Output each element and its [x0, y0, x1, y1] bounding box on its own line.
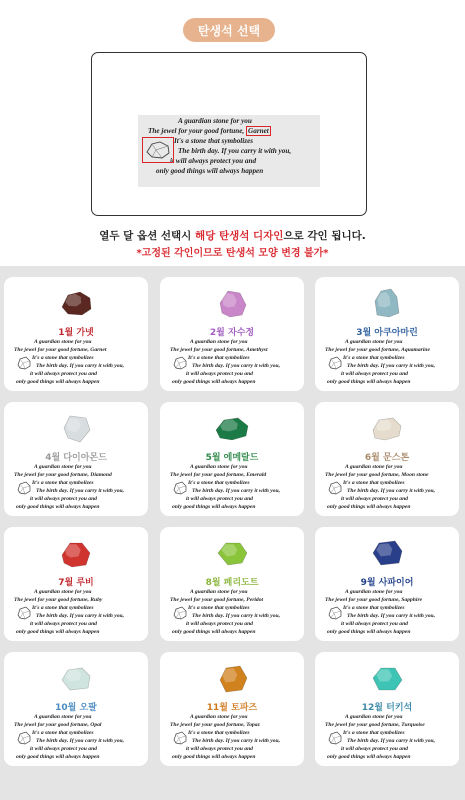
- text-line-4: The birth day. If you carry it with you,: [192, 488, 281, 494]
- stone-outline-icon: [172, 355, 188, 371]
- text-line-3: It's a stone that symbolizes: [188, 355, 250, 361]
- month-label: 1월 가넷: [58, 328, 94, 338]
- stone-outline-icon: [16, 355, 32, 371]
- text-line-5: it will always protect you and: [30, 371, 97, 377]
- preview-card: [138, 115, 320, 187]
- notice-part-3: 으로 각인 됩니다.: [283, 230, 366, 242]
- engraving-preview: [91, 52, 367, 216]
- text-line-4: The birth day. If you carry it with you,: [347, 363, 436, 369]
- month-label: 11월 토파즈: [206, 703, 258, 713]
- month-label: 9월 사파이어: [360, 578, 414, 588]
- text-line-3: It's a stone that symbolizes: [32, 605, 94, 611]
- stone-name: Garnet: [90, 347, 107, 353]
- text-line-2-prefix: The jewel for your good fortune,: [14, 472, 91, 478]
- text-line-6: only good things will always happen: [327, 754, 411, 760]
- text-line-6: only good things will always happen: [16, 504, 100, 510]
- stone-outline-icon: [16, 480, 32, 496]
- month-card[interactable]: [4, 277, 148, 391]
- text-line-2: [14, 472, 112, 479]
- text-line-2-prefix: The jewel for your good fortune,: [170, 347, 247, 353]
- stone-name: Diamond: [90, 472, 112, 478]
- stone-outline-icon: [327, 480, 343, 496]
- preview-line-6: only good things will always happen: [156, 167, 264, 175]
- stone-name: Peridot: [246, 597, 264, 603]
- month-label: 8월 페리도트: [205, 578, 259, 588]
- gemstone-icon: [56, 287, 96, 319]
- month-label: 10월 오팔: [55, 703, 97, 713]
- stone-name: Ruby: [90, 597, 103, 603]
- text-line-4: The birth day. If you carry it with you,: [347, 738, 436, 744]
- month-card[interactable]: [160, 402, 304, 516]
- text-line-3: It's a stone that symbolizes: [32, 480, 94, 486]
- text-line-2-prefix: The jewel for your good fortune,: [170, 597, 247, 603]
- gemstone-icon: [367, 537, 407, 569]
- text-line-3: It's a stone that symbolizes: [343, 355, 405, 361]
- text-line-1: A guardian stone for you: [345, 339, 403, 345]
- text-line-2: [170, 472, 266, 479]
- text-line-2-prefix: The jewel for your good fortune,: [14, 347, 91, 353]
- month-label: 7월 루비: [58, 578, 94, 588]
- stone-outline-icon: [327, 730, 343, 746]
- text-line-2: [325, 597, 422, 604]
- engraving-text: [4, 339, 148, 391]
- birthstone-grid: [0, 266, 465, 800]
- stone-name: Moon stone: [401, 472, 429, 478]
- text-line-3: It's a stone that symbolizes: [343, 480, 405, 486]
- gemstone-icon: [367, 662, 407, 694]
- engraving-text: [160, 464, 304, 516]
- text-line-2: [14, 597, 102, 604]
- text-line-2: [170, 347, 268, 354]
- stone-outline-icon: [16, 605, 32, 621]
- stone-name: Amethyst: [246, 347, 268, 353]
- text-line-1: A guardian stone for you: [190, 714, 248, 720]
- engraving-text: [4, 589, 148, 641]
- gemstone-icon: [56, 412, 96, 444]
- text-line-2-prefix: The jewel for your good fortune,: [325, 472, 402, 478]
- text-line-2: [14, 722, 101, 729]
- garnet-highlight: Garnet: [248, 127, 269, 135]
- preview-line-5: it will always protect you and: [170, 157, 257, 165]
- text-line-1: A guardian stone for you: [345, 464, 403, 470]
- stone-name: Sapphire: [401, 597, 423, 603]
- text-line-1: A guardian stone for you: [34, 464, 92, 470]
- text-line-3: It's a stone that symbolizes: [188, 730, 250, 736]
- text-line-2: [14, 347, 106, 354]
- text-line-5: it will always protect you and: [341, 496, 408, 502]
- engraving-text: [315, 339, 459, 391]
- month-card[interactable]: [315, 527, 459, 641]
- text-line-4: The birth day. If you carry it with you,: [347, 613, 436, 619]
- text-line-1: A guardian stone for you: [190, 589, 248, 595]
- text-line-2: [170, 722, 260, 729]
- text-line-2-prefix: The jewel for your good fortune,: [170, 722, 247, 728]
- stone-outline-icon: [16, 730, 32, 746]
- text-line-5: it will always protect you and: [341, 746, 408, 752]
- text-line-4: The birth day. If you carry it with you,: [36, 738, 125, 744]
- preview-line-4: The birth day. If you carry it with you,: [178, 147, 292, 155]
- text-line-3: It's a stone that symbolizes: [188, 605, 250, 611]
- month-label: 12월 터키석: [361, 703, 413, 713]
- section-title: 탄생석 선택: [183, 18, 275, 42]
- engraving-text: [4, 464, 148, 516]
- engraving-text: [160, 714, 304, 766]
- month-card[interactable]: [4, 527, 148, 641]
- preview-line-2: [148, 127, 271, 136]
- text-line-3: It's a stone that symbolizes: [32, 355, 94, 361]
- stone-name: Emerald: [246, 472, 267, 478]
- preview-line-1: A guardian stone for you: [178, 117, 252, 125]
- text-line-5: it will always protect you and: [30, 496, 97, 502]
- text-line-2-prefix: The jewel for your good fortune,: [325, 347, 402, 353]
- month-label: 3월 아쿠아마린: [356, 328, 418, 338]
- text-line-2-prefix: The jewel for your good fortune,: [325, 722, 402, 728]
- stone-outline-icon: [172, 730, 188, 746]
- text-line-1: A guardian stone for you: [34, 714, 92, 720]
- text-line-2: [325, 472, 429, 479]
- month-label: 4월 다이아몬드: [45, 453, 107, 463]
- text-line-6: only good things will always happen: [172, 504, 256, 510]
- notice-engraving: [0, 228, 465, 243]
- text-line-4: The birth day. If you carry it with you,: [36, 488, 125, 494]
- stone-name: Turquoise: [401, 722, 425, 728]
- text-line-3: It's a stone that symbolizes: [343, 605, 405, 611]
- text-line-4: The birth day. If you carry it with you,: [347, 488, 436, 494]
- month-label: 2월 자수정: [209, 328, 255, 338]
- month-card[interactable]: [315, 652, 459, 766]
- text-line-5: it will always protect you and: [186, 496, 253, 502]
- stone-outline-icon: [327, 605, 343, 621]
- notice-highlight: 해당 탄생석 디자인: [195, 230, 284, 242]
- text-line-6: only good things will always happen: [172, 754, 256, 760]
- text-line-3: It's a stone that symbolizes: [188, 480, 250, 486]
- text-line-6: only good things will always happen: [172, 379, 256, 385]
- text-line-4: The birth day. If you carry it with you,: [192, 363, 281, 369]
- stone-outline-icon: [327, 355, 343, 371]
- gemstone-icon: [56, 662, 96, 694]
- gemstone-icon: [56, 537, 96, 569]
- month-card[interactable]: [315, 402, 459, 516]
- engraving-text: [4, 714, 148, 766]
- gemstone-icon: [212, 537, 252, 569]
- text-line-5: it will always protect you and: [186, 371, 253, 377]
- text-line-4: The birth day. If you carry it with you,: [192, 738, 281, 744]
- month-card[interactable]: [4, 402, 148, 516]
- text-line-2-prefix: The jewel for your good fortune,: [325, 597, 402, 603]
- text-line-4: The birth day. If you carry it with you,: [192, 613, 281, 619]
- stone-outline-icon: [143, 138, 173, 162]
- month-card[interactable]: [4, 652, 148, 766]
- text-line-2: [325, 722, 425, 729]
- text-line-2-prefix: The jewel for your good fortune,: [14, 722, 91, 728]
- preview-line-2-text: The jewel for your good fortune,: [148, 127, 245, 135]
- text-line-5: it will always protect you and: [341, 371, 408, 377]
- text-line-6: only good things will always happen: [16, 754, 100, 760]
- month-label: 6월 문스톤: [364, 453, 410, 463]
- text-line-1: A guardian stone for you: [345, 589, 403, 595]
- preview-line-3: It's a stone that symbolizes: [174, 137, 254, 145]
- gemstone-icon: [367, 412, 407, 444]
- gemstone-icon: [367, 287, 407, 319]
- engraving-text: [315, 464, 459, 516]
- text-line-6: only good things will always happen: [16, 629, 100, 635]
- text-line-6: only good things will always happen: [327, 629, 411, 635]
- text-line-6: only good things will always happen: [172, 629, 256, 635]
- stone-outline-icon: [172, 480, 188, 496]
- text-line-4: The birth day. If you carry it with you,: [36, 363, 125, 369]
- gemstone-icon: [212, 287, 252, 319]
- text-line-2: [170, 597, 263, 604]
- stone-name: Opal: [90, 722, 102, 728]
- stone-outline-highlight: [142, 137, 174, 163]
- engraving-text: [160, 589, 304, 641]
- stone-name: Aquamarine: [401, 347, 431, 353]
- stone-outline-icon: [172, 605, 188, 621]
- text-line-1: A guardian stone for you: [345, 714, 403, 720]
- month-card[interactable]: [315, 277, 459, 391]
- text-line-3: It's a stone that symbolizes: [32, 730, 94, 736]
- text-line-5: it will always protect you and: [30, 746, 97, 752]
- stone-name: Topaz: [246, 722, 260, 728]
- text-line-5: it will always protect you and: [30, 621, 97, 627]
- gemstone-icon: [212, 412, 252, 444]
- text-line-6: only good things will always happen: [16, 379, 100, 385]
- engraving-text: [160, 339, 304, 391]
- engraving-text: [315, 714, 459, 766]
- month-label: 5월 에메랄드: [205, 453, 259, 463]
- text-line-5: it will always protect you and: [186, 621, 253, 627]
- text-line-3: It's a stone that symbolizes: [343, 730, 405, 736]
- text-line-4: The birth day. If you carry it with you,: [36, 613, 125, 619]
- text-line-1: A guardian stone for you: [34, 339, 92, 345]
- month-card[interactable]: [160, 527, 304, 641]
- gemstone-icon: [212, 662, 252, 694]
- month-card[interactable]: [160, 277, 304, 391]
- text-line-1: A guardian stone for you: [190, 464, 248, 470]
- text-line-2-prefix: The jewel for your good fortune,: [14, 597, 91, 603]
- text-line-2: [325, 347, 430, 354]
- month-card[interactable]: [160, 652, 304, 766]
- text-line-5: it will always protect you and: [186, 746, 253, 752]
- text-line-5: it will always protect you and: [341, 621, 408, 627]
- notice-fixed-shape: *고정된 각인이므로 탄생석 모양 변경 불가*: [136, 248, 329, 259]
- text-line-6: only good things will always happen: [327, 504, 411, 510]
- text-line-1: A guardian stone for you: [190, 339, 248, 345]
- text-line-1: A guardian stone for you: [34, 589, 92, 595]
- text-line-2-prefix: The jewel for your good fortune,: [170, 472, 247, 478]
- text-line-6: only good things will always happen: [327, 379, 411, 385]
- engraving-text: [315, 589, 459, 641]
- notice-part-1: 열두 달 옵션 선택시: [99, 230, 195, 242]
